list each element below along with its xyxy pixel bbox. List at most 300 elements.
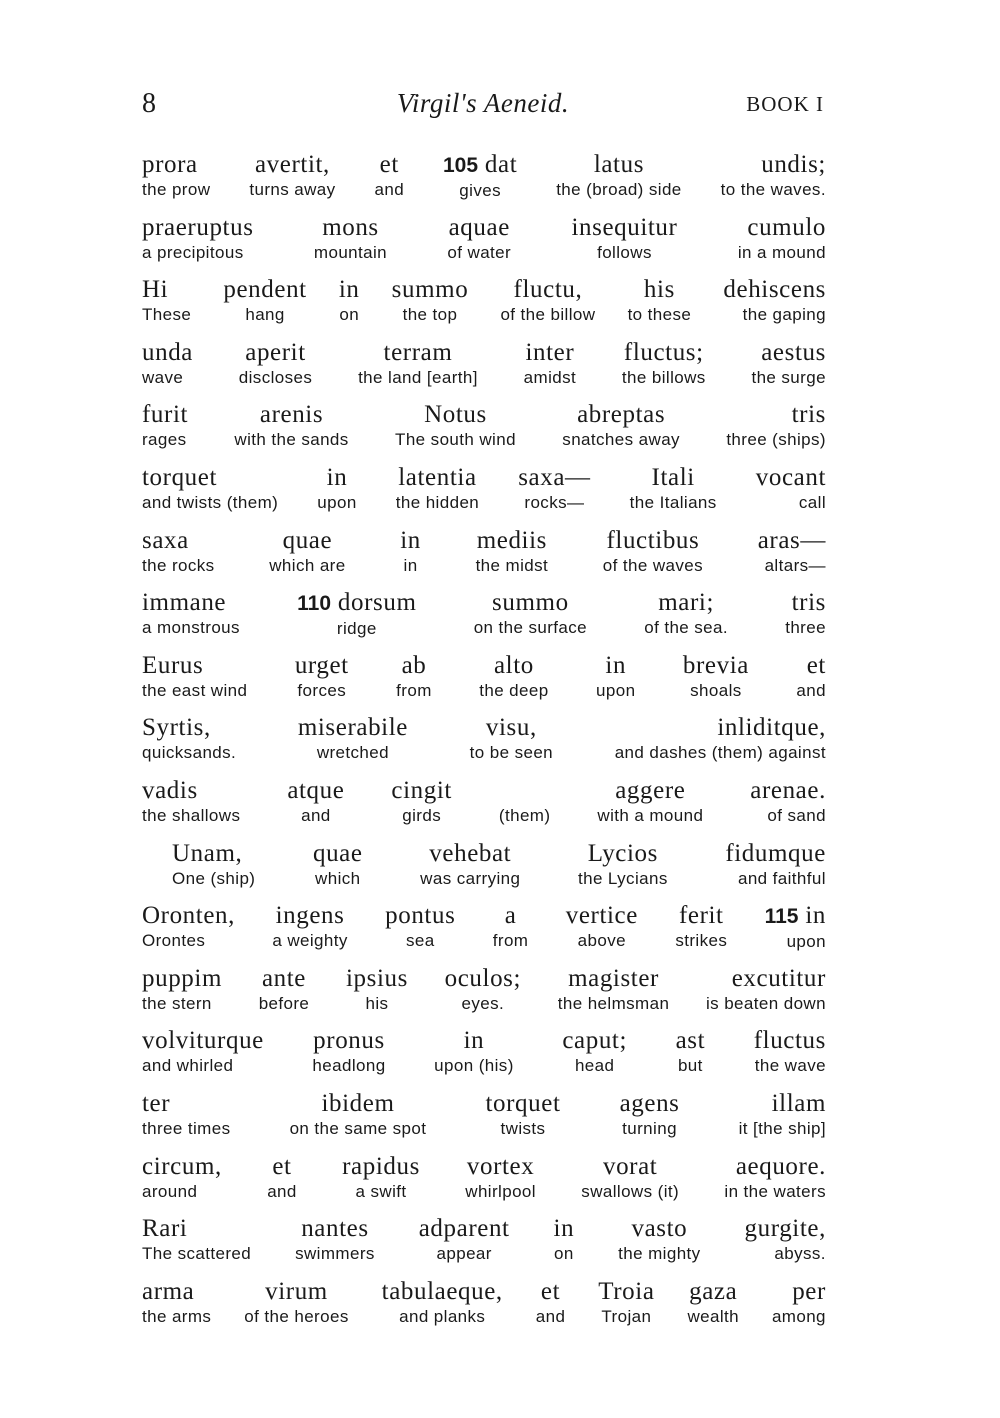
text-line [142, 588, 826, 651]
english-gloss: amidst [523, 367, 577, 387]
latin-text: cingit [391, 776, 452, 804]
word-pair [687, 1277, 739, 1327]
word-pair [298, 713, 408, 763]
word-pair [500, 275, 595, 325]
word-pair [342, 1152, 420, 1202]
latin-word [142, 1026, 264, 1056]
english-gloss: the Italians [629, 492, 717, 512]
latin-word [142, 338, 193, 368]
english-gloss: upon (his) [434, 1056, 514, 1076]
latin-text: dorsum [337, 589, 417, 617]
word-pair [142, 526, 215, 576]
word-pair [400, 526, 421, 576]
word-pair [581, 1152, 679, 1202]
latin-word [385, 901, 455, 931]
english-gloss: the prow [142, 180, 211, 199]
latin-text: summo [492, 589, 569, 617]
english-gloss: and twists (them) [142, 492, 279, 512]
latin-text: Oronten, [142, 902, 235, 930]
word-pair [524, 338, 576, 388]
word-pair [259, 964, 310, 1014]
english-gloss: wave [142, 367, 184, 387]
english-gloss: the (broad) side [556, 180, 682, 199]
latin-text: unda [142, 338, 193, 366]
text-line [142, 1026, 826, 1089]
text-line [142, 651, 826, 714]
text-line [142, 400, 826, 463]
word-pair [339, 275, 360, 325]
english-gloss: the rocks [142, 555, 215, 575]
latin-text: prora [142, 151, 198, 178]
latin-text: ferit [678, 902, 724, 930]
latin-text: vehebat [429, 839, 512, 867]
english-gloss: discloses [238, 367, 313, 387]
latin-word [272, 1152, 291, 1182]
latin-text: aperit [245, 338, 306, 366]
english-gloss: the Lycians [577, 868, 668, 888]
word-pair [745, 1214, 826, 1264]
word-pair [675, 901, 727, 951]
english-gloss: altars— [764, 555, 826, 575]
word-pair [295, 1214, 375, 1264]
english-gloss: among [771, 1306, 826, 1326]
latin-word [525, 338, 574, 368]
latin-word [327, 463, 348, 493]
english-gloss: and [267, 1181, 297, 1201]
word-pair [382, 1277, 503, 1327]
word-pair [765, 901, 826, 952]
latin-text: agens [619, 1089, 680, 1117]
latin-text: quae [312, 839, 363, 867]
word-pair [558, 964, 670, 1014]
word-pair [142, 713, 236, 763]
latin-text: fluctus; [623, 338, 704, 366]
word-pair [721, 150, 826, 200]
word-pair [272, 901, 347, 951]
latin-word [723, 275, 826, 305]
latin-word [605, 651, 626, 681]
latin-text: pendent [223, 276, 307, 304]
latin-word [142, 901, 235, 931]
english-gloss: before [258, 993, 310, 1013]
latin-word [494, 651, 534, 681]
word-pair [499, 776, 551, 826]
latin-text: fluctu, [513, 276, 583, 304]
word-pair [447, 213, 511, 263]
english-gloss: (them) [498, 805, 551, 825]
word-pair [142, 901, 235, 951]
latin-text: vadis [142, 776, 198, 804]
word-pair [142, 400, 188, 450]
latin-text: in [553, 1215, 575, 1243]
word-pair [374, 150, 404, 200]
english-gloss: sea [405, 931, 435, 951]
word-pair [796, 651, 826, 701]
latin-word [223, 275, 306, 305]
latin-word [384, 338, 453, 368]
latin-word [514, 275, 583, 305]
latin-word [732, 964, 826, 994]
english-gloss: three [785, 618, 826, 638]
latin-text: arma [142, 1277, 195, 1305]
english-gloss: it [the ship] [738, 1118, 826, 1138]
text-line [142, 150, 826, 213]
latin-text: brevia [682, 651, 749, 679]
word-pair [554, 1214, 575, 1264]
english-gloss: in [403, 555, 418, 575]
word-pair [706, 964, 826, 1014]
latin-word [142, 150, 198, 180]
page-header [142, 88, 824, 128]
text-line [142, 776, 826, 839]
english-gloss: The scattered [142, 1244, 252, 1264]
english-gloss: of water [447, 242, 512, 262]
word-pair [630, 463, 717, 513]
latin-text: in [326, 463, 348, 491]
latin-word [142, 964, 222, 994]
word-pair [758, 526, 826, 576]
english-gloss: the mighty [618, 1244, 701, 1264]
latin-text: mediis [476, 526, 547, 554]
english-gloss: the shallows [142, 805, 241, 825]
latin-text: vortex [466, 1152, 535, 1180]
latin-text: Itali [651, 463, 695, 491]
english-gloss: turning [622, 1118, 677, 1138]
latin-word [603, 1152, 657, 1182]
latin-text: pronus [313, 1027, 385, 1055]
latin-word [398, 463, 476, 493]
latin-text: insequitur [571, 213, 678, 241]
latin-text: Troia [598, 1277, 655, 1305]
latin-word [772, 1089, 826, 1119]
word-pair [596, 651, 635, 701]
word-pair [295, 651, 349, 701]
english-gloss: and faithful [737, 868, 826, 888]
latin-text: ast [675, 1027, 706, 1055]
latin-text: aggere [615, 776, 686, 804]
english-gloss: swimmers [295, 1244, 375, 1264]
latin-word [298, 713, 408, 743]
english-gloss: from [492, 931, 529, 951]
english-gloss: the gaping [742, 305, 826, 325]
latin-text: urget [294, 651, 349, 679]
latin-word [402, 651, 427, 681]
word-pair [391, 776, 452, 826]
latin-word [588, 839, 658, 869]
text-line [142, 1277, 826, 1340]
word-pair [312, 1026, 385, 1076]
word-pair [142, 1089, 231, 1139]
latin-word [342, 1152, 420, 1182]
english-gloss: These [142, 305, 192, 325]
word-pair [750, 776, 826, 826]
word-pair [536, 1277, 566, 1327]
text-line [142, 1152, 826, 1215]
word-pair [474, 588, 587, 638]
word-pair [562, 400, 680, 450]
latin-text: immane [142, 589, 227, 617]
latin-text: saxa— [518, 463, 591, 491]
word-pair [754, 1026, 826, 1076]
latin-text: arenae. [750, 776, 826, 804]
latin-word [518, 463, 590, 493]
english-gloss: but [677, 1056, 703, 1076]
english-gloss: the top [402, 305, 458, 325]
english-gloss: headlong [312, 1056, 386, 1076]
latin-word [142, 1089, 170, 1119]
latin-word [142, 1277, 194, 1307]
latin-word [276, 901, 345, 931]
latin-text: ingens [275, 902, 345, 930]
latin-word [676, 1026, 706, 1056]
latin-word [566, 901, 638, 931]
english-gloss: twists [500, 1118, 546, 1138]
latin-word [142, 463, 217, 493]
latin-word [758, 526, 826, 556]
english-gloss: above [577, 931, 626, 951]
latin-word [754, 1026, 826, 1056]
latin-text: Hi [142, 276, 169, 304]
english-gloss: with a mound [597, 805, 704, 825]
latin-word [521, 776, 528, 806]
latin-word [598, 1277, 654, 1307]
latin-text: adparent [418, 1215, 510, 1243]
word-pair [142, 1152, 222, 1202]
latin-word [322, 213, 379, 243]
word-pair [603, 526, 703, 576]
english-gloss: was carrying [420, 868, 521, 888]
latin-word [620, 1089, 680, 1119]
latin-text: inter [525, 338, 575, 366]
latin-word [380, 150, 399, 180]
latin-word [505, 901, 517, 931]
english-gloss: of the heroes [244, 1306, 349, 1326]
english-gloss: and dashes (them) against [614, 743, 826, 763]
latin-word [142, 1152, 222, 1182]
word-pair [562, 1026, 627, 1076]
latin-word [485, 1089, 560, 1119]
latin-word [142, 526, 189, 556]
latin-word [594, 150, 644, 180]
latin-word [562, 1026, 627, 1056]
latin-text: saxa [142, 526, 189, 554]
english-gloss: wealth [687, 1306, 739, 1326]
english-gloss: and [301, 805, 331, 825]
english-gloss: ridge [336, 619, 377, 639]
word-pair [479, 651, 548, 701]
word-pair [223, 275, 306, 325]
english-gloss: quicksands. [142, 743, 237, 763]
word-pair [385, 901, 455, 951]
latin-text: vertice [565, 902, 638, 930]
word-pair [396, 463, 479, 513]
latin-text: Unam, [172, 839, 243, 867]
latin-text: in [805, 902, 826, 930]
word-pair [618, 1214, 700, 1264]
latin-text: et [272, 1152, 292, 1180]
latin-word [297, 588, 416, 619]
latin-text: excutitur [731, 964, 826, 992]
running-title: Virgil's Aeneid. [396, 88, 570, 118]
english-gloss: One (ship) [172, 868, 256, 888]
english-gloss: of the sea. [644, 618, 729, 638]
english-gloss: his [365, 993, 389, 1013]
latin-word [283, 526, 333, 556]
latin-text [521, 777, 528, 804]
latin-word [287, 776, 344, 806]
latin-word [745, 1214, 826, 1244]
latin-text: avertit, [254, 151, 330, 178]
text-line [142, 839, 826, 902]
english-gloss: on [339, 305, 360, 325]
latin-text: per [792, 1277, 826, 1305]
latin-word [568, 964, 659, 994]
word-pair [756, 463, 826, 513]
latin-word [486, 713, 537, 743]
english-gloss: of the billow [500, 305, 596, 325]
word-pair [738, 213, 826, 263]
latin-text: aequore. [735, 1152, 826, 1180]
english-gloss: a monstrous [142, 618, 240, 638]
word-pair [676, 1026, 706, 1076]
word-pair [172, 839, 255, 889]
latin-text: caput; [562, 1027, 628, 1055]
latin-word [142, 651, 203, 681]
word-pair [725, 839, 826, 889]
latin-text: in [605, 651, 627, 679]
latin-word [577, 400, 665, 430]
english-gloss: the land [earth] [358, 367, 478, 387]
english-gloss: and [535, 1306, 566, 1326]
english-gloss: the helmsman [557, 993, 670, 1013]
latin-text: volviturque [142, 1027, 264, 1055]
latin-text: in [463, 1027, 485, 1055]
latin-word [624, 338, 704, 368]
latin-text: a [504, 902, 517, 930]
english-gloss: head [574, 1056, 615, 1076]
latin-word [443, 150, 517, 181]
english-gloss: on the surface [473, 618, 588, 638]
english-gloss: the surge [751, 367, 826, 387]
word-pair [518, 463, 590, 513]
english-gloss: snatches away [562, 430, 680, 450]
english-gloss: upon [596, 680, 636, 700]
latin-text: vorat [602, 1152, 658, 1180]
word-pair [644, 588, 728, 638]
text-line [142, 713, 826, 776]
english-gloss: strikes [675, 931, 728, 951]
english-gloss: a precipitous [142, 242, 244, 262]
word-pair [493, 901, 529, 951]
english-gloss: Orontes [142, 931, 206, 951]
latin-word [172, 839, 242, 869]
word-pair [739, 1089, 826, 1139]
latin-word [492, 588, 569, 618]
english-gloss: eyes. [461, 993, 505, 1013]
latin-text: ter [142, 1089, 171, 1117]
english-gloss: and [374, 180, 405, 199]
english-gloss: Trojan [601, 1306, 652, 1326]
english-gloss: the midst [475, 555, 549, 575]
latin-word [445, 964, 521, 994]
latin-word [313, 839, 363, 869]
word-pair [578, 839, 668, 889]
latin-text: mons [322, 213, 379, 241]
text-line [142, 213, 826, 276]
latin-text: terram [383, 338, 453, 366]
english-gloss: wretched [316, 743, 389, 763]
english-gloss: follows [597, 242, 652, 262]
latin-word [736, 1152, 826, 1182]
latin-word [689, 1277, 737, 1307]
latin-text: fidumque [725, 839, 826, 867]
latin-text: ipsius [345, 964, 408, 992]
latin-word [750, 776, 826, 806]
latin-text: quae [282, 526, 333, 554]
english-gloss: the hidden [395, 492, 480, 512]
latin-text: in [400, 526, 421, 554]
english-gloss: call [798, 492, 826, 512]
latin-text: tris [791, 589, 826, 617]
line-number: 115 [764, 905, 799, 929]
latin-word [631, 1214, 687, 1244]
latin-text: ab [401, 651, 427, 679]
latin-text: gurgite, [744, 1215, 826, 1243]
latin-word [142, 588, 226, 618]
word-pair [434, 1026, 514, 1076]
latin-word [339, 275, 360, 305]
text-line [142, 1214, 826, 1277]
word-pair [628, 275, 692, 325]
line-number: 105 [443, 154, 479, 177]
word-pair [244, 1277, 348, 1327]
english-gloss: around [142, 1181, 198, 1201]
latin-word [606, 526, 699, 556]
latin-word [765, 901, 826, 932]
english-gloss: the stern [142, 993, 212, 1013]
english-gloss: the east wind [142, 680, 248, 700]
latin-word [792, 588, 826, 618]
latin-word [245, 338, 306, 368]
latin-text: alto [493, 651, 534, 679]
word-pair [571, 213, 677, 263]
english-gloss: forces [297, 680, 347, 700]
word-pair [470, 713, 553, 763]
latin-text: Rari [142, 1215, 188, 1243]
word-pair [358, 338, 478, 388]
english-gloss: girds [402, 805, 442, 825]
word-pair [317, 463, 356, 513]
english-gloss: appear [436, 1244, 492, 1264]
word-pair [395, 400, 516, 450]
english-gloss: the deep [479, 680, 549, 700]
latin-text: summo [391, 276, 469, 304]
english-gloss: with the sands [234, 430, 349, 450]
latin-text: et [806, 651, 826, 679]
english-gloss: upon [317, 492, 357, 512]
latin-text: aras— [757, 526, 826, 554]
english-gloss: is beaten down [706, 993, 826, 1013]
latin-word [346, 964, 408, 994]
latin-text: et [379, 151, 399, 178]
latin-text: dat [484, 151, 518, 178]
word-pair [142, 275, 191, 325]
english-gloss: of sand [767, 805, 826, 825]
latin-text: fluctibus [606, 526, 700, 554]
latin-text: ibidem [321, 1089, 395, 1117]
english-gloss: swallows (it) [581, 1181, 680, 1201]
english-gloss: a swift [355, 1181, 407, 1201]
